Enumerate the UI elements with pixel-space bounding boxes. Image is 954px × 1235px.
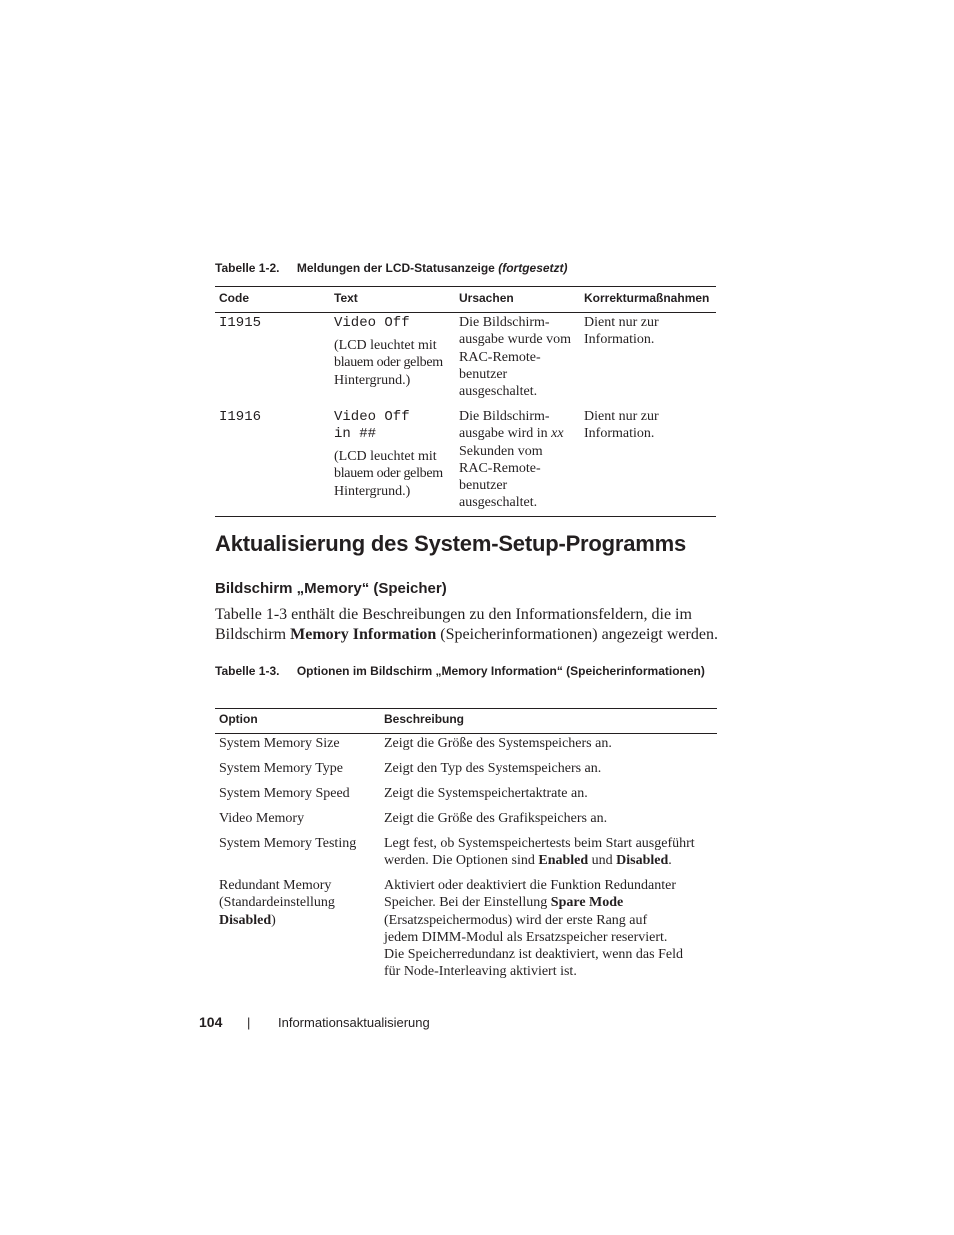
- footer-section-title: Informationsaktualisierung: [278, 1015, 430, 1030]
- table-cell-cause: Die Bildschirm- ausgabe wurde vom RAC-Remote- benutzer ausgeschaltet.: [459, 315, 571, 400]
- page-number: 104: [199, 1014, 223, 1030]
- table-top-rule: [215, 286, 716, 287]
- table-cell-description: Zeigt die Größe des Systemspeichers an.: [384, 736, 612, 751]
- section-subheading: Bildschirm „Memory“ (Speicher): [215, 580, 447, 597]
- table-cell-text-note: (LCD leuchtet mit blauem oder gelbem Hintergrund.): [334, 338, 443, 388]
- table-cell-action: Dient nur zur Information.: [584, 315, 659, 348]
- table-cell-option: System Memory Speed: [219, 786, 350, 801]
- footer-separator: |: [247, 1015, 251, 1030]
- table-cell-cause: Die Bildschirm- ausgabe wird in xx Sekunden vom RAC-Remote- benutzer ausgeschaltet.: [459, 409, 564, 511]
- table-cell-code: I1916: [219, 409, 262, 425]
- table-cell-description: Aktiviert oder deaktiviert die Funktion Redundanter Speicher. Bei der Einstellung Spare Mode (Ersatzspeichermodus) wird der erste Rang auf jedem DIMM-Modul als Ersatzspeicher reserviert. Die Speicherredundanz ist deaktiviert, wenn das Feld für Node-Interleaving aktiviert ist.: [384, 878, 683, 980]
- table-cell-text-note: (LCD leuchtet mit blauem oder gelbem Hintergrund.): [334, 449, 443, 499]
- column-header-ursachen: Ursachen: [459, 291, 514, 305]
- table-cell-description: Zeigt die Größe des Grafikspeichers an.: [384, 811, 608, 826]
- table-cell-action: Dient nur zur Information.: [584, 409, 659, 442]
- column-header-code: Code: [219, 291, 249, 305]
- table-cell-option: Video Memory: [219, 811, 305, 826]
- table-header-rule: [215, 312, 716, 313]
- table-cell-option: Redundant Memory (Standardeinstellung Disabled): [219, 878, 335, 928]
- intro-paragraph: Tabelle 1-3 enthält die Beschreibungen zu den Informationsfeldern, die im Bildschirm Memory Information (Speicherinformationen) angezeigt werden.: [215, 606, 718, 643]
- table-header-rule: [215, 733, 717, 734]
- page-heading: Aktualisierung des System-Setup-Programms: [215, 531, 687, 556]
- table-top-rule: [215, 708, 717, 709]
- column-header-beschreibung: Beschreibung: [384, 712, 465, 726]
- table-cell-description: Legt fest, ob Systemspeichertests beim Start ausgeführt werden. Die Optionen sind Enabled und Disabled.: [384, 836, 695, 869]
- table-cell-text-code: Video Off: [334, 315, 410, 331]
- table-cell-description: Zeigt den Typ des Systemspeichers an.: [384, 761, 602, 776]
- table-cell-description: Zeigt die Systemspeichertaktrate an.: [384, 786, 588, 801]
- table-cell-text-code: Video Off in ##: [334, 409, 410, 443]
- table-caption: [215, 261, 568, 275]
- table-caption-text: Optionen im Bildschirm „Memory Information“ (Speicherinformationen): [296, 664, 705, 678]
- column-header-text: Text: [334, 291, 358, 305]
- column-header-option: Option: [219, 712, 258, 726]
- table-cell-option: System Memory Testing: [219, 836, 357, 851]
- column-header-korrektur: Korrekturmaßnahmen: [584, 291, 710, 305]
- table-caption-text: Meldungen der LCD-Statusanzeige: [296, 261, 495, 275]
- table-caption-suffix: (fortgesetzt): [498, 261, 568, 275]
- table-cell-option: System Memory Size: [219, 736, 340, 751]
- table-caption: [215, 664, 705, 678]
- table-caption-number: Tabelle 1-2.: [215, 261, 280, 275]
- table-bottom-rule: [215, 516, 716, 517]
- table-caption-number: Tabelle 1-3.: [215, 664, 280, 678]
- table-cell-option: System Memory Type: [219, 761, 343, 776]
- table-cell-code: I1915: [219, 315, 262, 331]
